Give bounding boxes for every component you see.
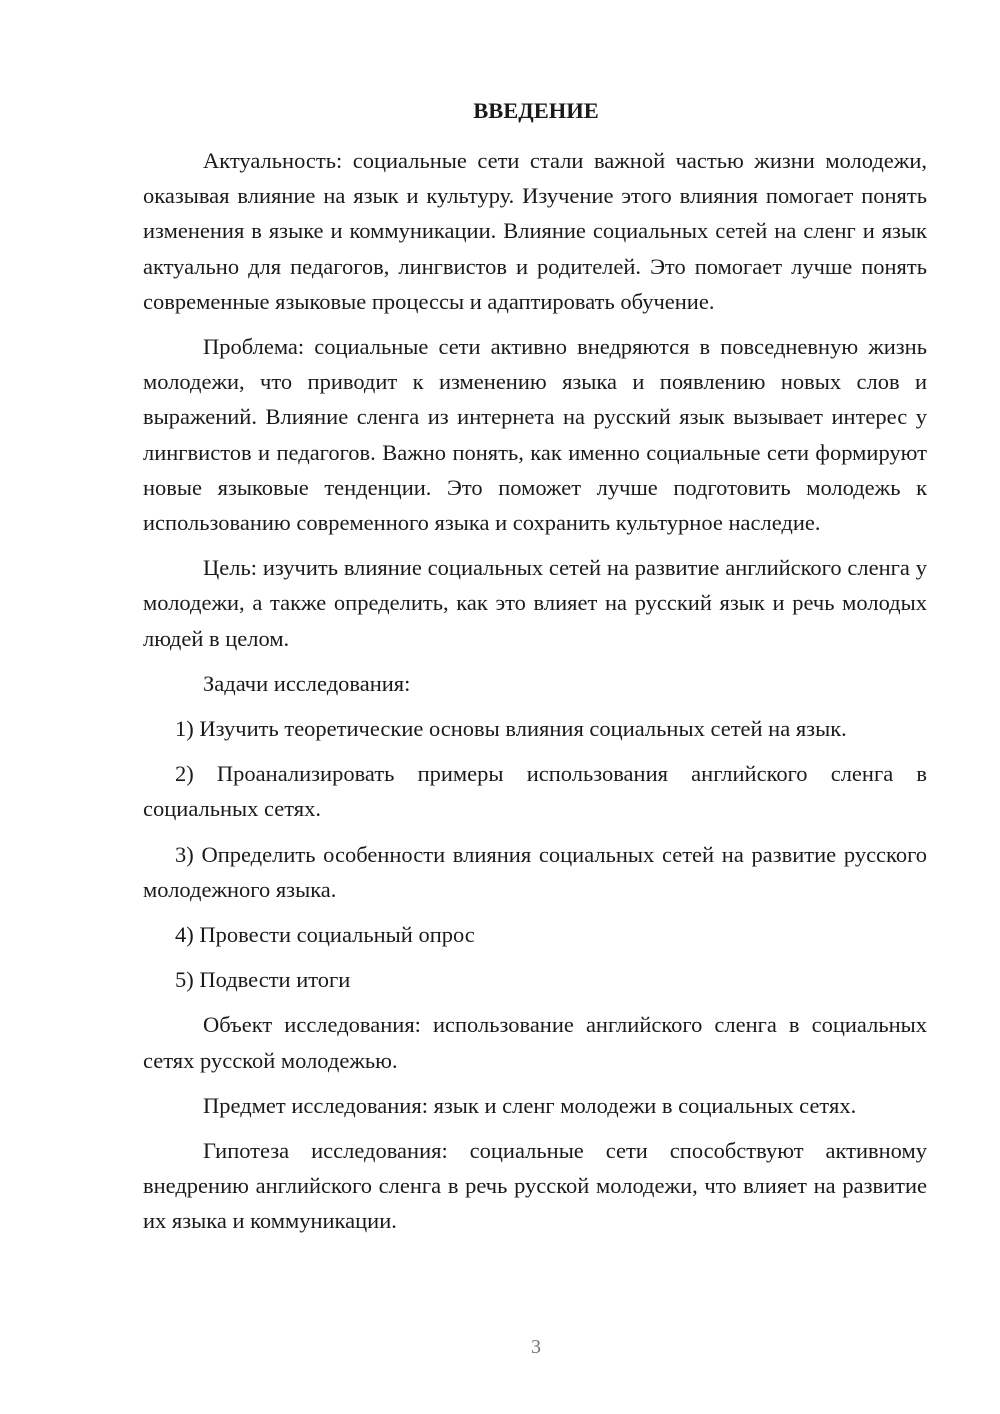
task-item: 2) Проанализировать примеры использования английского сленга в социальных сетях. bbox=[143, 761, 927, 822]
task-item: 3) Определить особенности влияния социальных сетей на развитие русского молодежного языка. bbox=[143, 841, 927, 902]
page-title: ВВЕДЕНИЕ bbox=[473, 98, 599, 123]
task-item: 4) Провести социальный опрос bbox=[175, 922, 475, 948]
problem-paragraph: Проблема: социальные сети активно внедряются в повседневную жизнь молодежи, что приводит к изменению языка и появлению новых слов и выражений. Влияние сленга из интернета на русский язык вызывает интерес у лингвистов и педагогов. Важно понять, как именно социальные сети формируют новые языковые тенденции. Это поможет лучше подготовить молодежь к использованию современного языка и сохранить культурное наследие. bbox=[143, 334, 927, 536]
document-body bbox=[143, 143, 927, 1239]
relevance-paragraph: Актуальность: социальные сети стали важной частью жизни молодежи, оказывая влияние на язык и культуру. Изучение этого влияния помогает понять изменения в языке и коммуникации. Влияние социальных сетей на сленг и язык актуально для педагогов, лингвистов и родителей. Это помогает лучше понять современные языковые процессы и адаптировать обучение. bbox=[143, 148, 927, 314]
page-number: 3 bbox=[531, 1336, 541, 1358]
object-paragraph: Объект исследования: использование английского сленга в социальных сетях русской молодежью. bbox=[143, 1012, 927, 1073]
task-item: 5) Подвести итоги bbox=[175, 967, 351, 993]
hypothesis-paragraph: Гипотеза исследования: социальные сети способствуют активному внедрению английского сленга в речь русской молодежи, что влияет на развитие их языка и коммуникации. bbox=[143, 1138, 927, 1234]
goal-paragraph: Цель: изучить влияние социальных сетей на развитие английского сленга у молодежи, а также определить, как это влияет на русский язык и речь молодых людей в целом. bbox=[143, 555, 927, 651]
tasks-heading: Задачи исследования: bbox=[203, 670, 411, 696]
subject-paragraph: Предмет исследования: язык и сленг молодежи в социальных сетях. bbox=[203, 1092, 857, 1118]
task-item: 1) Изучить теоретические основы влияния социальных сетей на язык. bbox=[175, 716, 847, 742]
